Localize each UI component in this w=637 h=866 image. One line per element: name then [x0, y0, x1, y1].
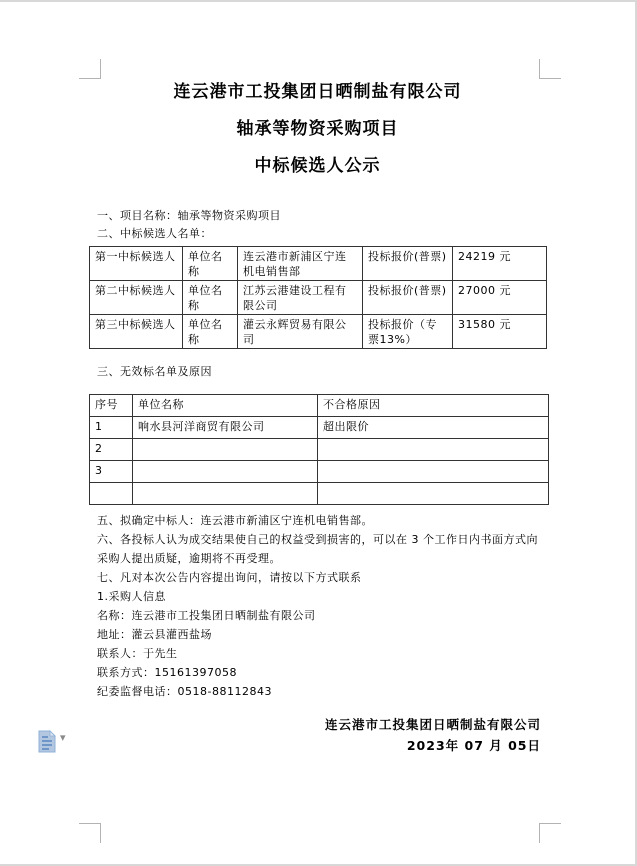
invalid-reason	[318, 461, 549, 483]
candidate-price-label: 投标报价(普票)	[363, 281, 453, 315]
candidate-row-1	[90, 247, 547, 281]
crop-mark-top-left	[79, 59, 101, 79]
signature-block	[325, 714, 541, 756]
section-1-project-name: 一、项目名称：轴承等物资采购项目	[97, 209, 281, 222]
candidates-table	[89, 246, 547, 349]
candidate-price-label: 投标报价（专票13%）	[363, 315, 453, 349]
candidate-price-label: 投标报价(普票)	[363, 247, 453, 281]
invalid-no: 1	[90, 417, 133, 439]
section-5-awardee: 五、拟确定中标人：连云港市新浦区宁连机电销售部。	[97, 514, 373, 527]
purchaser-name: 名称：连云港市工投集团日晒制盐有限公司	[97, 609, 316, 622]
section-1-2	[97, 207, 281, 243]
invalid-col-company: 单位名称	[133, 395, 318, 417]
candidate-row-2	[90, 281, 547, 315]
invalid-company: 响水县河洋商贸有限公司	[133, 417, 318, 439]
title-block	[0, 84, 635, 195]
crop-mark-bottom-right	[539, 823, 561, 843]
candidate-unit-label: 单位名称	[183, 315, 238, 349]
doc-title-announcement: 中标候选人公示	[254, 156, 381, 176]
candidate-row-3	[90, 315, 547, 349]
section-6-objection: 六、各投标人认为成交结果使自己的权益受到损害的，可以在 3 个工作日内书面方式向采购人提出质疑，逾期将不再受理。	[97, 533, 538, 565]
section-2-candidates-heading: 二、中标候选人名单：	[97, 227, 212, 240]
candidate-company: 灌云永辉贸易有限公司	[238, 315, 363, 349]
invalid-no: 3	[90, 461, 133, 483]
candidate-price: 27000 元	[453, 281, 547, 315]
invalid-reason	[318, 483, 549, 505]
section-7-contact-heading: 七、凡对本次公告内容提出询问，请按以下方式联系	[97, 571, 362, 584]
invalid-header-row	[90, 395, 549, 417]
purchaser-info-heading: 1.采购人信息	[97, 590, 166, 603]
candidate-rank: 第二中标候选人	[90, 281, 183, 315]
invalid-col-no: 序号	[90, 395, 133, 417]
invalid-row-2	[90, 439, 549, 461]
invalid-row-3	[90, 461, 549, 483]
invalid-reason	[318, 439, 549, 461]
candidate-unit-label: 单位名称	[183, 281, 238, 315]
doc-title-company: 连云港市工投集团日晒制盐有限公司	[173, 82, 462, 102]
invalid-reason: 超出限价	[318, 417, 549, 439]
purchaser-contact-person: 联系人：于先生	[97, 647, 178, 660]
signature-date: 2023年 07 月 05日	[406, 738, 541, 753]
candidate-price: 24219 元	[453, 247, 547, 281]
invalid-no	[90, 483, 133, 505]
paste-options-dropdown-icon[interactable]: ▾	[60, 731, 66, 744]
invalid-row-4	[90, 483, 549, 505]
signature-company: 连云港市工投集团日晒制盐有限公司	[324, 717, 541, 732]
candidate-company: 连云港市新浦区宁连机电销售部	[238, 247, 363, 281]
doc-title-project: 轴承等物资采购项目	[236, 119, 399, 139]
invalid-company	[133, 461, 318, 483]
body-paragraphs	[97, 511, 544, 701]
invalid-company	[133, 439, 318, 461]
paste-options-button[interactable]	[38, 730, 78, 756]
crop-mark-bottom-left	[79, 823, 101, 843]
invalid-no: 2	[90, 439, 133, 461]
invalid-company	[133, 483, 318, 505]
purchaser-phone: 联系方式：15161397058	[97, 666, 237, 679]
invalid-row-1	[90, 417, 549, 439]
candidate-company: 江苏云港建设工程有限公司	[238, 281, 363, 315]
invalid-bids-table	[89, 394, 549, 505]
purchaser-address: 地址：灌云县灌西盐场	[97, 628, 212, 641]
candidate-rank: 第三中标候选人	[90, 315, 183, 349]
invalid-col-reason: 不合格原因	[318, 395, 549, 417]
section-3-invalid-heading: 三、无效标名单及原因	[97, 365, 212, 378]
crop-mark-top-right	[539, 59, 561, 79]
supervision-phone: 纪委监督电话：0518-88112843	[97, 685, 272, 698]
candidate-price: 31580 元	[453, 315, 547, 349]
candidate-rank: 第一中标候选人	[90, 247, 183, 281]
candidate-unit-label: 单位名称	[183, 247, 238, 281]
